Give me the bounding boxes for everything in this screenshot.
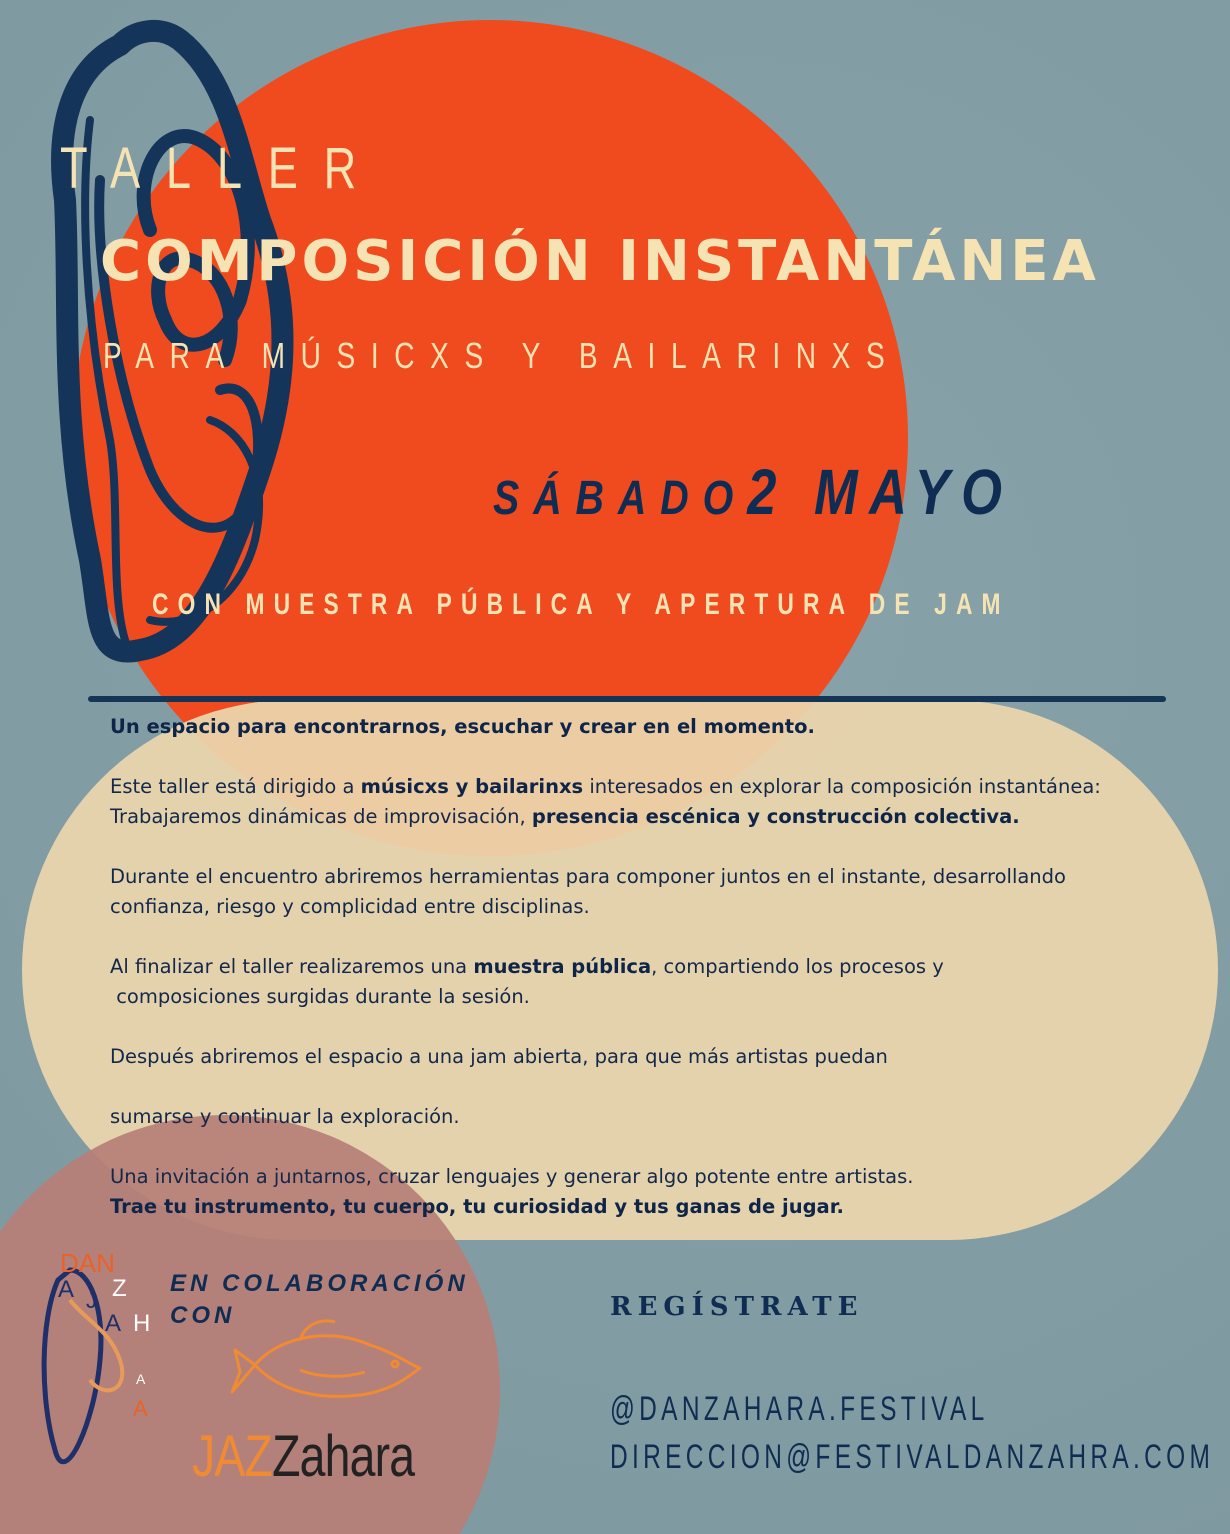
paragraph-encounter-2: confianza, riesgo y complicidad entre disciplinas.	[110, 895, 590, 918]
logo-letter: A	[105, 1310, 122, 1337]
intro-paragraph	[110, 712, 1170, 742]
tagline: CON MUESTRA PÚBLICA Y APERTURA DE JAM	[152, 588, 1010, 621]
paragraph-jam-2: sumarse y continuar la exploración.	[110, 1105, 460, 1128]
logo-letter: Z	[112, 1275, 127, 1302]
social-handle[interactable]: @DANZAHARA.FESTIVAL	[610, 1390, 989, 1428]
paragraph-showcase-2: composiciones surgidas durante la sesión.	[110, 985, 530, 1008]
paragraph-audience	[110, 772, 1170, 802]
collab-line: EN COLABORACIÓN	[170, 1270, 469, 1297]
logo-letter: A	[136, 1371, 146, 1387]
page-title: COMPOSICIÓN INSTANTÁNEA	[100, 229, 1100, 294]
divider	[88, 696, 1166, 702]
jazzahara-logo	[192, 1424, 415, 1489]
text: Trabajaremos dinámicas de improvisación,	[110, 805, 532, 828]
collaboration-label	[170, 1268, 469, 1332]
text: interesados en explorar la composición instantánea:	[583, 775, 1101, 798]
paragraph-encounter: Durante el encuentro abriremos herramientas para componer juntos en el instante, desarrollando	[110, 865, 1066, 888]
logo-letter: J	[86, 1288, 97, 1313]
kicker-heading: TALLER	[60, 136, 383, 201]
date-day-month: 2 MAYO	[747, 456, 1014, 528]
bold-text: presencia escénica y construcción colectiva.	[531, 805, 1020, 828]
logo-letter: A	[133, 1396, 148, 1421]
paragraph-invitation: Una invitación a juntarnos, cruzar lenguajes y generar algo potente entre artistas.	[110, 1165, 914, 1188]
description	[110, 712, 1170, 1222]
logo-letter: DAN	[60, 1248, 115, 1278]
logo-part: Zahara	[272, 1424, 415, 1489]
subtitle: PARA MÚSICXS Y BAILARINXS	[103, 335, 901, 376]
paragraph-audience-2	[110, 802, 1170, 832]
text: , compartiendo los procesos y	[651, 955, 944, 978]
logo-part: JAZ	[192, 1424, 273, 1489]
bold-text: muestra pública	[473, 955, 652, 978]
paragraph-invitation-2	[110, 1192, 1170, 1222]
date-day: SÁBADO	[493, 472, 748, 525]
register-label: REGÍSTRATE	[610, 1292, 864, 1322]
logo-letter: A	[58, 1276, 75, 1303]
paragraph-showcase	[110, 952, 1170, 982]
event-date	[493, 456, 1014, 528]
bold-text: músicxs y bailarinxs	[360, 775, 584, 798]
text: Este taller está dirigido a	[110, 775, 361, 798]
intro-text: Un espacio para encontrarnos, escuchar y crear en el momento.	[110, 715, 815, 738]
paragraph-jam: Después abriremos el espacio a una jam abierta, para que más artistas puedan	[110, 1045, 888, 1068]
text: Al finalizar el taller realizaremos una	[110, 955, 474, 978]
logo-letter: H	[133, 1310, 151, 1337]
bold-text: Trae tu instrumento, tu cuerpo, tu curiosidad y tus ganas de jugar.	[110, 1195, 844, 1218]
contact-email[interactable]: DIRECCION@FESTIVALDANZAHRA.COM	[610, 1438, 1215, 1476]
collab-line: CON	[170, 1302, 236, 1329]
